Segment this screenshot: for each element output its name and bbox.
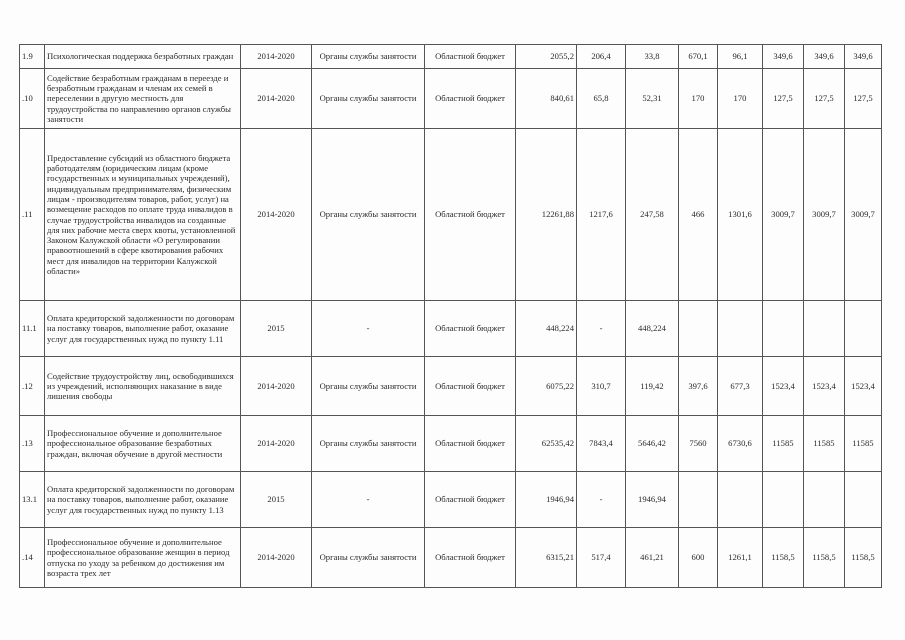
- year-2015-cell: 33,8: [626, 45, 679, 69]
- row-number: .10: [20, 69, 45, 129]
- year-2018-cell: [763, 301, 804, 357]
- year-2017-cell: 1301,6: [718, 129, 763, 301]
- row-number: .11: [20, 129, 45, 301]
- year-2017-cell: 96,1: [718, 45, 763, 69]
- year-2018-cell: [763, 472, 804, 528]
- year-2020-cell: [845, 472, 882, 528]
- year-2016-cell: 466: [679, 129, 718, 301]
- year-2017-cell: 1261,1: [718, 528, 763, 588]
- period-cell: 2014-2020: [241, 129, 312, 301]
- period-cell: 2015: [241, 472, 312, 528]
- year-2020-cell: 1158,5: [845, 528, 882, 588]
- activity-name: Профессиональное обучение и дополнительное профессиональное образование безработных граждан, включая обучение в другой местности: [45, 416, 241, 472]
- year-2017-cell: 677,3: [718, 357, 763, 416]
- table-body: [20, 45, 882, 588]
- year-2018-cell: 3009,7: [763, 129, 804, 301]
- year-2014-cell: 1217,6: [577, 129, 626, 301]
- table-row: [20, 528, 882, 588]
- year-2018-cell: 11585: [763, 416, 804, 472]
- year-2019-cell: 11585: [804, 416, 845, 472]
- year-2014-cell: 7843,4: [577, 416, 626, 472]
- year-2014-cell: -: [577, 472, 626, 528]
- year-2018-cell: 1158,5: [763, 528, 804, 588]
- year-2020-cell: [845, 301, 882, 357]
- year-2019-cell: [804, 301, 845, 357]
- activity-name: Оплата кредиторской задолженности по договорам на поставку товаров, выполнение работ, оказание услуг для государственных нужд по пункту 1.13: [45, 472, 241, 528]
- total-cell: 2055,2: [516, 45, 577, 69]
- year-2016-cell: 397,6: [679, 357, 718, 416]
- period-cell: 2015: [241, 301, 312, 357]
- year-2016-cell: 170: [679, 69, 718, 129]
- year-2014-cell: 206,4: [577, 45, 626, 69]
- funding-source-cell: Областной бюджет: [425, 357, 516, 416]
- period-cell: 2014-2020: [241, 357, 312, 416]
- total-cell: 840,61: [516, 69, 577, 129]
- total-cell: 1946,94: [516, 472, 577, 528]
- year-2019-cell: [804, 472, 845, 528]
- total-cell: 448,224: [516, 301, 577, 357]
- year-2014-cell: 310,7: [577, 357, 626, 416]
- executor-cell: -: [312, 472, 425, 528]
- year-2016-cell: 600: [679, 528, 718, 588]
- executor-cell: Органы службы занятости: [312, 69, 425, 129]
- table-row: [20, 69, 882, 129]
- year-2016-cell: [679, 472, 718, 528]
- row-number: .14: [20, 528, 45, 588]
- year-2015-cell: 247,58: [626, 129, 679, 301]
- year-2015-cell: 119,42: [626, 357, 679, 416]
- table-row: [20, 357, 882, 416]
- funding-source-cell: Областной бюджет: [425, 45, 516, 69]
- row-number: 13.1: [20, 472, 45, 528]
- executor-cell: Органы службы занятости: [312, 416, 425, 472]
- table-row: [20, 45, 882, 69]
- table-row: [20, 129, 882, 301]
- year-2018-cell: 127,5: [763, 69, 804, 129]
- row-number: 1.9: [20, 45, 45, 69]
- activity-name: Содействие трудоустройству лиц, освободившихся из учреждений, исполняющих наказание в виде лишения свободы: [45, 357, 241, 416]
- row-number: .12: [20, 357, 45, 416]
- funding-source-cell: Областной бюджет: [425, 301, 516, 357]
- row-number: 11.1: [20, 301, 45, 357]
- period-cell: 2014-2020: [241, 416, 312, 472]
- year-2015-cell: 1946,94: [626, 472, 679, 528]
- table-row: [20, 301, 882, 357]
- year-2015-cell: 5646,42: [626, 416, 679, 472]
- funding-source-cell: Областной бюджет: [425, 472, 516, 528]
- year-2014-cell: 65,8: [577, 69, 626, 129]
- year-2014-cell: 517,4: [577, 528, 626, 588]
- year-2019-cell: 1158,5: [804, 528, 845, 588]
- activity-name: Психологическая поддержка безработных граждан: [45, 45, 241, 69]
- period-cell: 2014-2020: [241, 528, 312, 588]
- period-cell: 2014-2020: [241, 69, 312, 129]
- year-2019-cell: 1523,4: [804, 357, 845, 416]
- executor-cell: Органы службы занятости: [312, 129, 425, 301]
- funding-source-cell: Областной бюджет: [425, 416, 516, 472]
- year-2017-cell: [718, 472, 763, 528]
- year-2019-cell: 127,5: [804, 69, 845, 129]
- year-2020-cell: 1523,4: [845, 357, 882, 416]
- year-2020-cell: 11585: [845, 416, 882, 472]
- funding-source-cell: Областной бюджет: [425, 129, 516, 301]
- year-2016-cell: 7560: [679, 416, 718, 472]
- year-2016-cell: 670,1: [679, 45, 718, 69]
- year-2016-cell: [679, 301, 718, 357]
- executor-cell: Органы службы занятости: [312, 528, 425, 588]
- executor-cell: Органы службы занятости: [312, 357, 425, 416]
- year-2018-cell: 1523,4: [763, 357, 804, 416]
- activity-name: Профессиональное обучение и дополнительное профессиональное образование женщин в период отпуска по уходу за ребенком до достижения им возраста трех лет: [45, 528, 241, 588]
- activity-name: Содействие безработным гражданам в переезде и безработным гражданам и членам их семей в переселении в другую местность для трудоустройства по направлению органов службы занятости: [45, 69, 241, 129]
- executor-cell: Органы службы занятости: [312, 45, 425, 69]
- total-cell: 6075,22: [516, 357, 577, 416]
- year-2020-cell: 127,5: [845, 69, 882, 129]
- year-2015-cell: 461,21: [626, 528, 679, 588]
- year-2018-cell: 349,6: [763, 45, 804, 69]
- year-2019-cell: 3009,7: [804, 129, 845, 301]
- year-2019-cell: 349,6: [804, 45, 845, 69]
- year-2017-cell: [718, 301, 763, 357]
- year-2017-cell: 6730,6: [718, 416, 763, 472]
- total-cell: 6315,21: [516, 528, 577, 588]
- executor-cell: -: [312, 301, 425, 357]
- row-number: .13: [20, 416, 45, 472]
- period-cell: 2014-2020: [241, 45, 312, 69]
- table-row: [20, 472, 882, 528]
- total-cell: 62535,42: [516, 416, 577, 472]
- activity-name: Предоставление субсидий из областного бюджета работодателям (юридическим лицам (кроме государственных и муниципальных учреждений), индивидуальным предпринимателям, физическим лицам - производителям товаров, работ, услуг) на возмещение расходов по оплате труда инвалидов в случае трудоустройства инвалидов на созданные для них рабочие места сверх квоты, установленной Законом Калужской области «О регулировании правоотношений в сфере квотирования рабочих мест для инвалидов на территории Калужской области»: [45, 129, 241, 301]
- total-cell: 12261,88: [516, 129, 577, 301]
- year-2014-cell: -: [577, 301, 626, 357]
- funding-source-cell: Областной бюджет: [425, 69, 516, 129]
- year-2015-cell: 448,224: [626, 301, 679, 357]
- year-2015-cell: 52,31: [626, 69, 679, 129]
- year-2017-cell: 170: [718, 69, 763, 129]
- table-row: [20, 416, 882, 472]
- year-2020-cell: 349,6: [845, 45, 882, 69]
- funding-source-cell: Областной бюджет: [425, 528, 516, 588]
- program-activities-table: [19, 44, 882, 588]
- activity-name: Оплата кредиторской задолженности по договорам на поставку товаров, выполнение работ, оказание услуг для государственных нужд по пункту 1.11: [45, 301, 241, 357]
- year-2020-cell: 3009,7: [845, 129, 882, 301]
